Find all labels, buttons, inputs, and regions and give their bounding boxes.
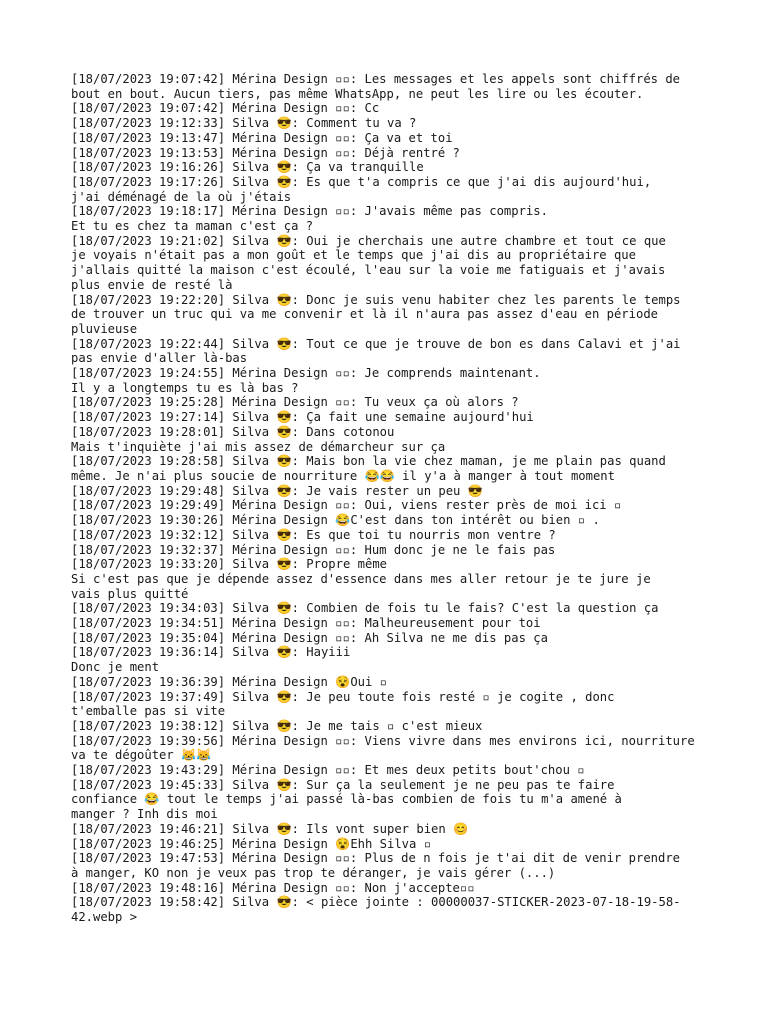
transcript-line: j'allais quitté la maison c'est écoulé, l'eau sur la voie me fatiguais et j'avais: [71, 263, 666, 278]
transcript-line: [18/07/2023 19:43:29] Mérina Design ▫▫: Et mes deux petits bout'chou ▫: [71, 763, 585, 778]
transcript-line: [18/07/2023 19:58:42] Silva 😎: < pièce jointe : 00000037-STICKER-2023-07-18-19-58-: [71, 895, 681, 910]
transcript-line: [18/07/2023 19:48:16] Mérina Design ▫▫: Non j'accepte▫▫: [71, 880, 475, 895]
transcript-line: [18/07/2023 19:28:58] Silva 😎: Mais bon la vie chez maman, je me plain pas quand: [71, 454, 666, 469]
transcript-line: pas envie d'aller là-bas: [71, 351, 248, 366]
transcript-line: [18/07/2023 19:07:42] Mérina Design ▫▫: Les messages et les appels sont chiffrés de: [71, 72, 681, 86]
transcript-line: manger ? Inh dis moi: [71, 807, 218, 822]
transcript-line: j'ai déménagé de la où j'étais: [71, 189, 292, 204]
transcript-line: [18/07/2023 19:35:04] Mérina Design ▫▫: Ah Silva ne me dis pas ça: [71, 630, 548, 645]
transcript-line: [18/07/2023 19:22:20] Silva 😎: Donc je suis venu habiter chez les parents le temps: [71, 292, 681, 307]
transcript-line: [18/07/2023 19:27:14] Silva 😎: Ça fait une semaine aujourd'hui: [71, 410, 534, 425]
transcript-line: à manger, KO non je veux pas trop te déranger, je vais gérer (...): [71, 865, 556, 880]
transcript-line: [18/07/2023 19:36:14] Silva 😎: Hayiii: [71, 645, 351, 660]
chat-transcript: [71, 72, 721, 925]
transcript-line: je voyais n'était pas a mon goût et le temps que j'ai dis au propriétaire que: [71, 248, 636, 263]
transcript-line: Donc je ment: [71, 660, 160, 675]
transcript-line: Et tu es chez ta maman c'est ça ?: [71, 219, 314, 234]
transcript-line: Mais t'inquiète j'ai mis assez de démarcheur sur ça: [71, 439, 446, 454]
transcript-line: [18/07/2023 19:46:25] Mérina Design 😵Ehh Silva ▫: [71, 836, 432, 851]
transcript-line: [18/07/2023 19:22:44] Silva 😎: Tout ce que je trouve de bon es dans Calavi et j'ai: [71, 336, 681, 351]
transcript-line: [18/07/2023 19:47:53] Mérina Design ▫▫: Plus de n fois je t'ai dit de venir prendre: [71, 851, 681, 866]
transcript-line: même. Je n'ai plus soucie de nourriture 😂😂 il y'a à manger à tout moment: [71, 468, 615, 483]
transcript-line: Il y a longtemps tu es là bas ?: [71, 380, 299, 395]
transcript-line: [18/07/2023 19:37:49] Silva 😎: Je peu toute fois resté ▫ je cogite , donc: [71, 689, 615, 704]
transcript-line: [18/07/2023 19:34:03] Silva 😎: Combien de fois tu le fais? C'est la question ça: [71, 601, 659, 616]
transcript-line: [18/07/2023 19:30:26] Mérina Design 😂C'est dans ton intérêt ou bien ▫ .: [71, 513, 600, 528]
transcript-line: [18/07/2023 19:29:49] Mérina Design ▫▫: Oui, viens rester près de moi ici ▫: [71, 498, 622, 513]
transcript-line: plus envie de resté là: [71, 277, 233, 292]
transcript-line: [18/07/2023 19:32:12] Silva 😎: Es que toi tu nourris mon ventre ?: [71, 527, 556, 542]
transcript-line: [18/07/2023 19:46:21] Silva 😎: Ils vont super bien 😊: [71, 821, 469, 836]
transcript-line: t'emballe pas si vite: [71, 704, 226, 719]
transcript-line: [18/07/2023 19:13:53] Mérina Design ▫▫: Déjà rentré ?: [71, 145, 460, 160]
transcript-line: Si c'est pas que je dépende assez d'essence dans mes aller retour je te jure je: [71, 571, 651, 586]
transcript-line: [18/07/2023 19:17:26] Silva 😎: Es que t'a compris ce que j'ai dis aujourd'hui,: [71, 174, 652, 189]
transcript-line: [18/07/2023 19:28:01] Silva 😎: Dans cotonou: [71, 424, 395, 439]
transcript-line: [18/07/2023 19:24:55] Mérina Design ▫▫: Je comprends maintenant.: [71, 366, 541, 381]
transcript-line: 42.webp >: [71, 910, 138, 925]
transcript-line: [18/07/2023 19:25:28] Mérina Design ▫▫: Tu veux ça où alors ?: [71, 395, 519, 410]
transcript-line: [18/07/2023 19:32:37] Mérina Design ▫▫: Hum donc je ne le fais pas: [71, 542, 556, 557]
transcript-line: [18/07/2023 19:29:48] Silva 😎: Je vais rester un peu 😎: [71, 483, 483, 498]
transcript-line: de trouver un truc qui va me convenir et là il n'aura pas assez d'eau en période: [71, 307, 658, 322]
transcript-line: [18/07/2023 19:07:42] Mérina Design ▫▫: Cc: [71, 101, 380, 116]
transcript-line: [18/07/2023 19:12:33] Silva 😎: Comment tu va ?: [71, 116, 417, 131]
transcript-line: [18/07/2023 19:39:56] Mérina Design ▫▫: Viens vivre dans mes environs ici, nourriture: [71, 733, 695, 748]
transcript-line: [18/07/2023 19:13:47] Mérina Design ▫▫: Ça va et toi: [71, 130, 453, 145]
transcript-line: confiance 😂 tout le temps j'ai passé là-bas combien de fois tu m'a amené à: [71, 792, 622, 807]
transcript-line: [18/07/2023 19:38:12] Silva 😎: Je me tais ▫ c'est mieux: [71, 718, 483, 733]
transcript-line: [18/07/2023 19:18:17] Mérina Design ▫▫: J'avais même pas compris.: [71, 204, 548, 219]
transcript-line: va te dégoûter 😹😹: [71, 748, 212, 763]
transcript-line: [18/07/2023 19:45:33] Silva 😎: Sur ça la seulement je ne peu pas te faire: [71, 777, 615, 792]
transcript-line: bout en bout. Aucun tiers, pas même WhatsApp, ne peut les lire ou les écouter.: [71, 86, 644, 101]
transcript-line: vais plus quitté: [71, 586, 189, 601]
transcript-line: pluvieuse: [71, 321, 138, 336]
transcript-line: [18/07/2023 19:34:51] Mérina Design ▫▫: Malheureusement pour toi: [71, 616, 541, 631]
transcript-line: [18/07/2023 19:36:39] Mérina Design 😵Oui ▫: [71, 674, 388, 689]
transcript-line: [18/07/2023 19:33:20] Silva 😎: Propre même: [71, 557, 388, 572]
transcript-line: [18/07/2023 19:21:02] Silva 😎: Oui je cherchais une autre chambre et tout ce que: [71, 233, 666, 248]
transcript-line: [18/07/2023 19:16:26] Silva 😎: Ça va tranquille: [71, 160, 424, 175]
